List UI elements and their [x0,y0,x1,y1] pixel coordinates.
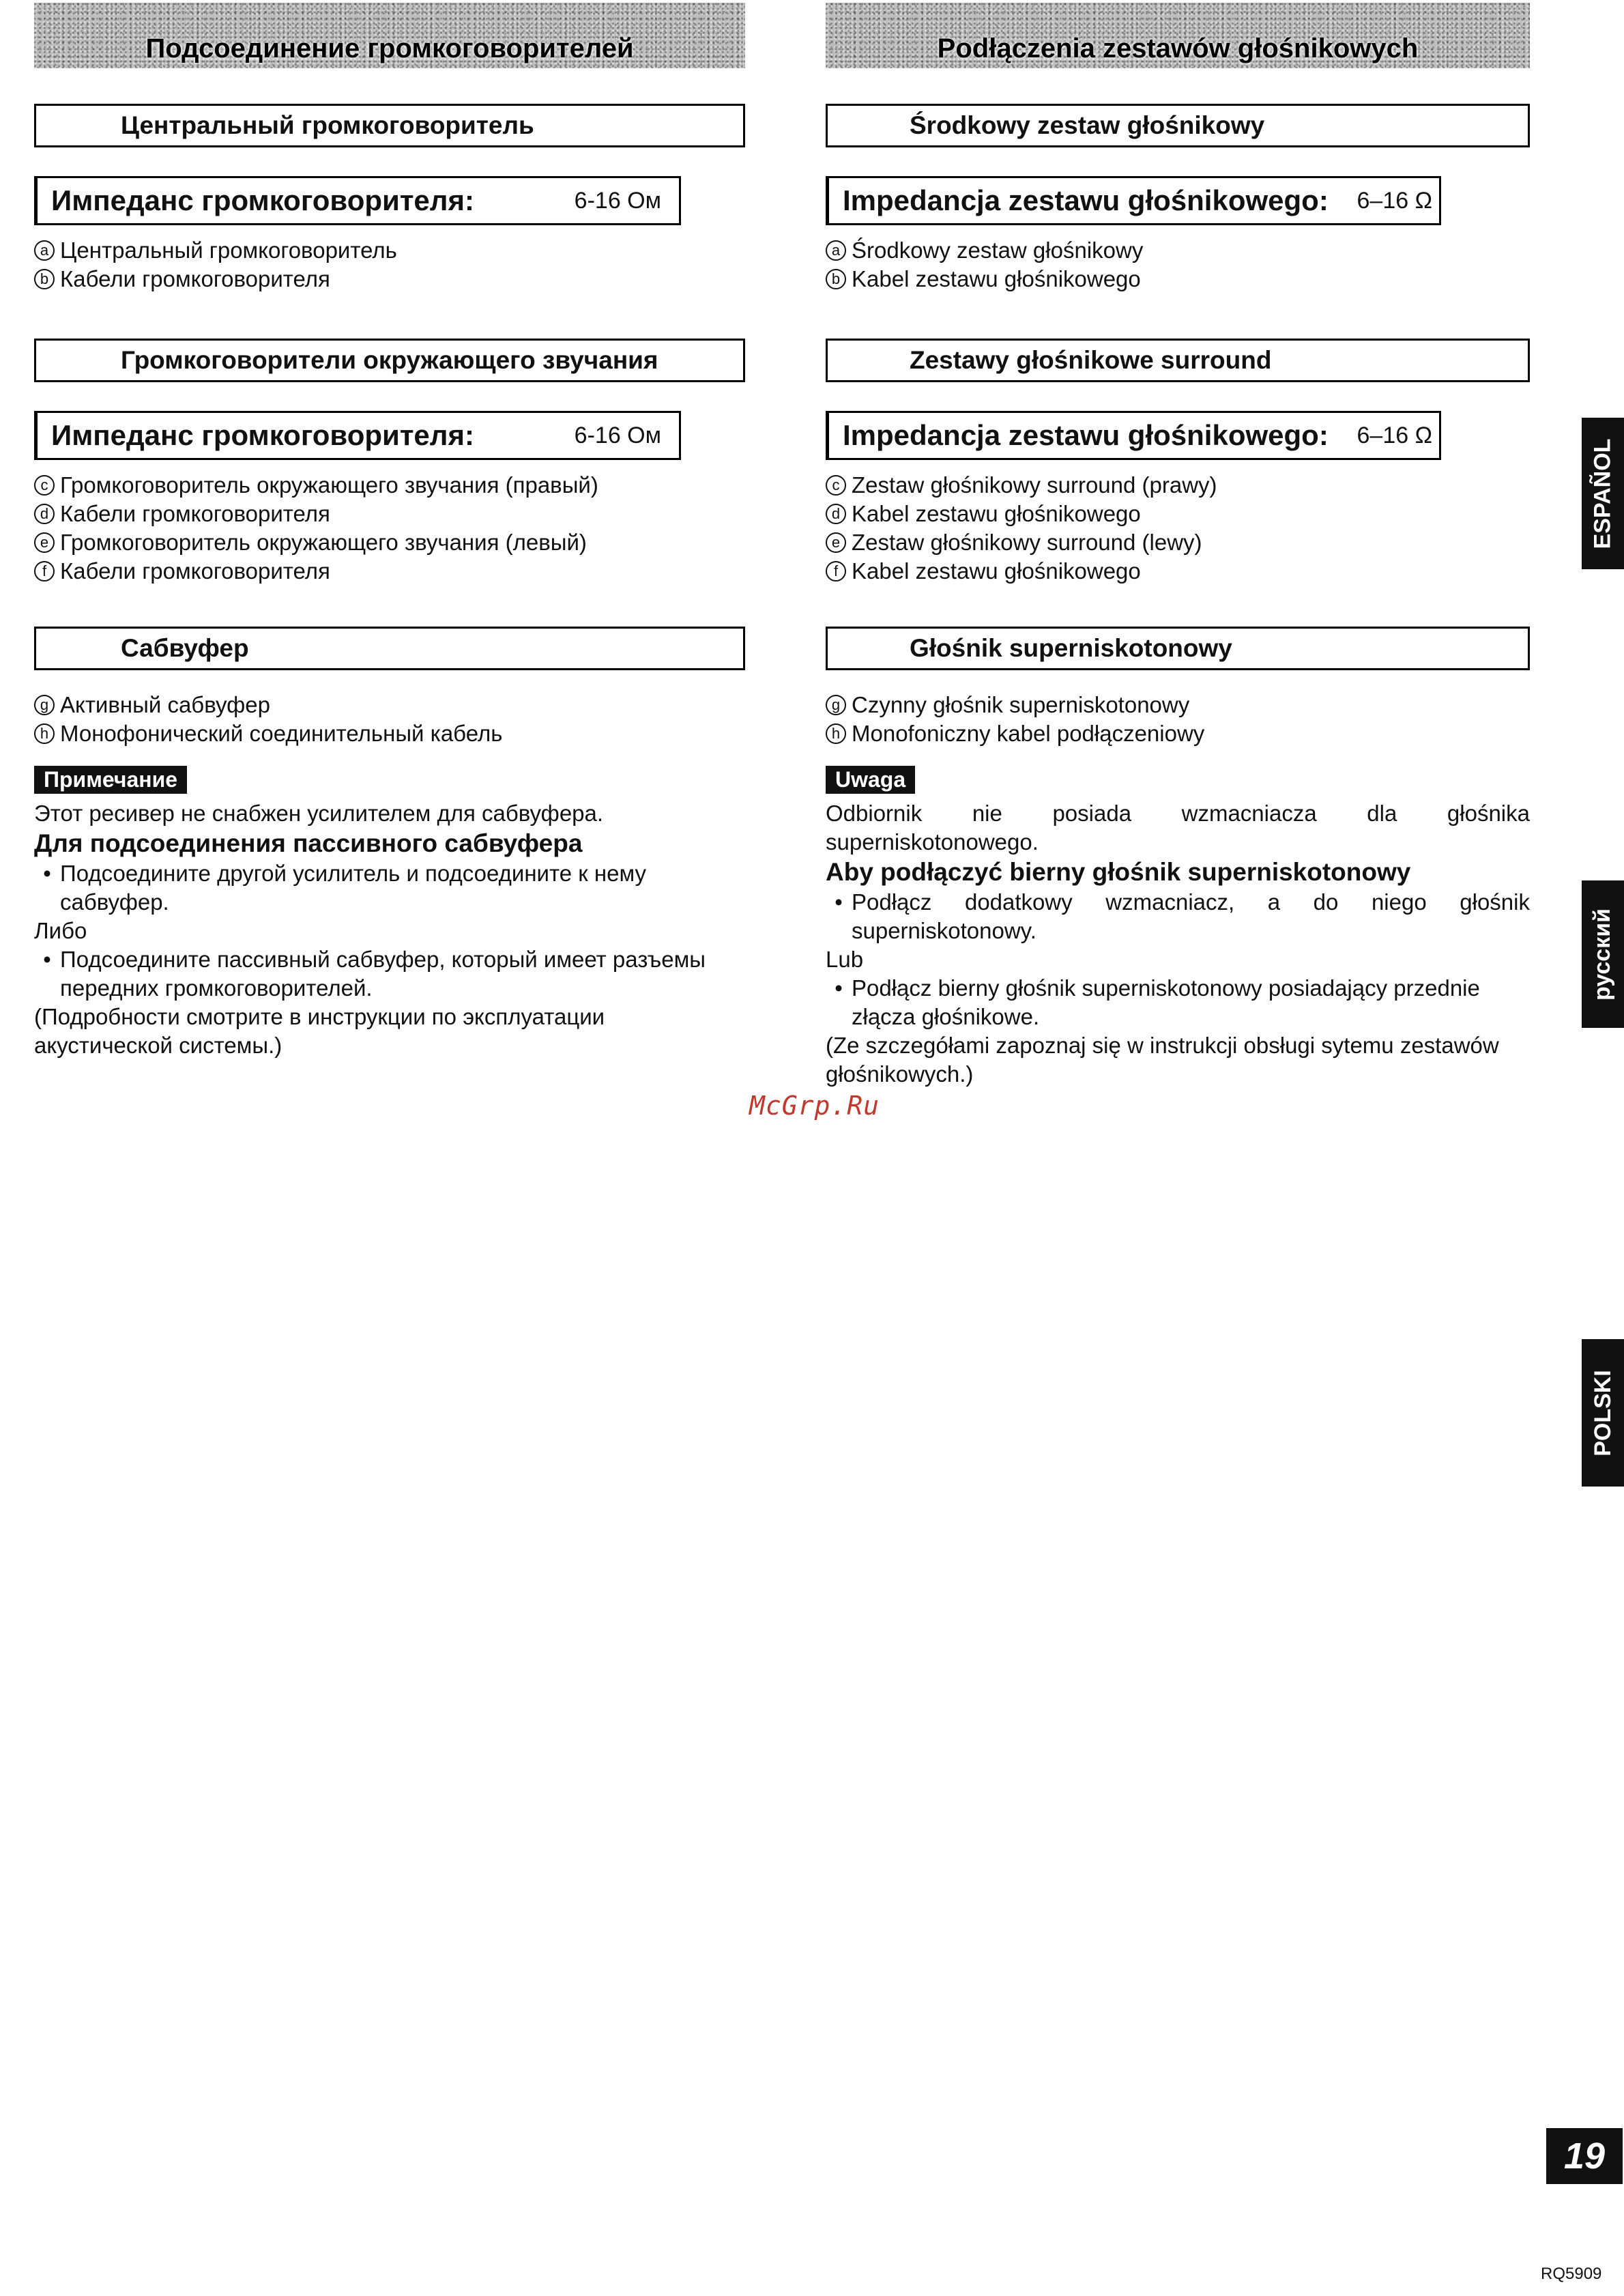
subwoofer-heading: Сабвуфер [34,627,745,670]
note-intro: Этот ресивер не снабжен усилителем для сабвуфера. [34,801,604,826]
list-item: b Kabel zestawu głośnikowego [826,265,1530,293]
marker-g-icon: g [34,695,55,715]
banner-title: Подсоединение громкоговорителей [145,33,634,63]
item-list [34,236,745,293]
note-bullet: • Podłącz dodatkowy wzmacniacz, a do niego głośnik [835,889,1530,915]
marker-a-icon: a [826,240,846,261]
note-tag: Uwaga [826,766,915,794]
marker-c-icon: c [34,475,55,496]
list-item: f Kabel zestawu głośnikowego [826,557,1530,586]
surround-speakers-heading: Zestawy głośnikowe surround [826,339,1530,382]
marker-c-icon: c [826,475,846,496]
list-item: g Активный сабвуфер [34,691,745,719]
impedance-value: 6–16 Ω [1357,187,1432,214]
list-item: h Монофонический соединительный кабель [34,719,745,748]
center-speaker-heading: Środkowy zestaw głośnikowy [826,104,1530,147]
section-banner [34,3,745,68]
marker-e-icon: e [826,532,846,553]
tab-russian: русский [1582,880,1624,1028]
surround-speakers-heading: Громкоговорители окружающего звучания [34,339,745,382]
list-item: e Zestaw głośnikowy surround (lewy) [826,528,1530,557]
list-item: a Центральный громкоговоритель [34,236,745,265]
impedance-box [826,411,1441,460]
note-subheading: Для подсоединения пассивного сабвуфера [34,829,583,857]
note-or: Lub [826,947,864,972]
note-tag: Примечание [34,766,187,794]
note-intro: Odbiornik nie posiada wzmacniacza dla głośnika [826,801,1530,826]
tab-polski: POLSKI [1582,1339,1624,1487]
item-list [34,471,745,586]
section-banner [826,3,1530,68]
note-bullet: • Подсоедините другой усилитель и подсоедините к нему сабвуфер. [43,861,646,915]
note-subheading: Aby podłączyć bierny głośnik superniskotonowy [826,858,1411,886]
marker-e-icon: e [34,532,55,553]
marker-d-icon: d [826,504,846,524]
marker-h-icon: h [34,723,55,744]
list-item: d Kabel zestawu głośnikowego [826,500,1530,528]
list-item: e Громкоговоритель окружающего звучания (левый) [34,528,745,557]
document-code: RQ5909 [1541,2265,1602,2283]
list-item: g Czynny głośnik superniskotonowy [826,691,1530,719]
impedance-box [34,176,681,225]
marker-d-icon: d [34,504,55,524]
list-item: f Кабели громкоговорителя [34,557,745,586]
impedance-label: Impedancja zestawu głośnikowego: [843,419,1329,451]
watermark-text: McGrp.Ru [749,1091,880,1121]
page-number: 19 [1546,2128,1623,2184]
item-list [826,236,1530,293]
impedance-box [34,411,681,460]
impedance-label: Импеданс громкоговорителя: [51,184,474,216]
note-bullet: • Podłącz bierny głośnik superniskotonowy posiadający przednie złącza głośnikowe. [835,975,1480,1029]
banner-title: Podłączenia zestawów głośnikowych [937,33,1419,63]
note-body [34,799,745,1060]
note-body: Odbiornik nie posiada wzmacniacza dla głośnika superniskotonowego. Aby podłączyć bierny głośnik superniskotonowy • Podłącz dodatkowy wzmacniacz, a do niego głośnik superniskotonowy. Lub • Podłącz bierny głośnik superniskotonowy posiadający przednie złącza głośnikowe. (Ze szczegółami zapoznaj się w instrukcji obsługi sytemu zestawów głośnikowych.) [826,799,1530,1089]
impedance-label: Импеданс громкоговорителя: [51,419,474,451]
marker-a-icon: a [34,240,55,261]
impedance-value: 6-16 Ом [574,187,661,214]
center-speaker-heading: Центральный громкоговоритель [34,104,745,147]
list-item: c Zestaw głośnikowy surround (prawy) [826,471,1530,500]
note-intro-cont: superniskotonowego. [826,829,1039,855]
list-item: d Кабели громкоговорителя [34,500,745,528]
impedance-value: 6–16 Ω [1357,422,1432,448]
impedance-value: 6-16 Ом [574,422,661,448]
note-or: Либо [34,918,87,943]
list-item: a Środkowy zestaw głośnikowy [826,236,1530,265]
polish-column [826,0,1530,1089]
note-details: (Ze szczegółami zapoznaj się w instrukcji obsługi sytemu zestawów głośnikowych.) [826,1033,1499,1087]
marker-h-icon: h [826,723,846,744]
tab-espanol: ESPAÑOL [1582,418,1624,569]
impedance-box [826,176,1441,225]
item-list [826,691,1530,748]
list-item: b Кабели громкоговорителя [34,265,745,293]
impedance-label: Impedancja zestawu głośnikowego: [843,184,1329,216]
subwoofer-heading: Głośnik superniskotonowy [826,627,1530,670]
marker-g-icon: g [826,695,846,715]
russian-column [34,0,745,1060]
marker-f-icon: f [34,561,55,582]
list-item: c Громкоговоритель окружающего звучания (правый) [34,471,745,500]
marker-b-icon: b [826,269,846,289]
item-list [34,691,745,748]
note-bullet: • Подсоедините пассивный сабвуфер, который имеет разъемы передних громкоговорителей. [43,947,706,1001]
item-list [826,471,1530,586]
marker-f-icon: f [826,561,846,582]
note-details: (Подробности смотрите в инструкции по эксплуатации акустической системы.) [34,1004,605,1058]
list-item: h Monofoniczny kabel podłączeniowy [826,719,1530,748]
marker-b-icon: b [34,269,55,289]
